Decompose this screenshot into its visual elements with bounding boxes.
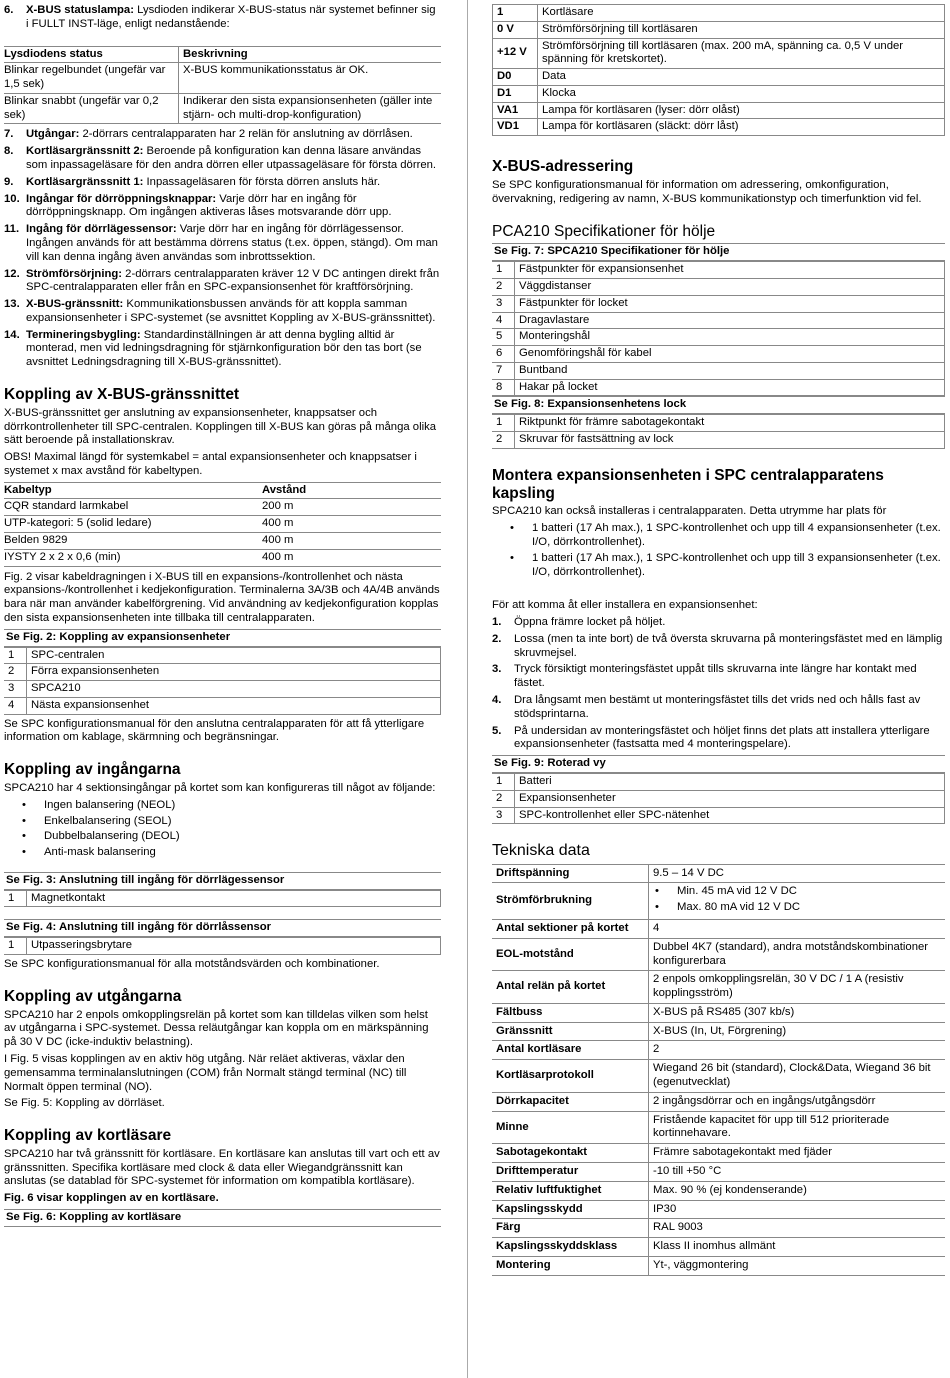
bullet-list	[492, 522, 945, 579]
list-item	[4, 193, 441, 221]
spec-value: X-BUS på RS485 (307 kb/s)	[649, 1003, 946, 1022]
item-text: Kommunikationsbussen används för att koppla samman expansionsenheter i SPC-systemet (se avsnittet Koppling av X-BUS-gränssnittet).	[26, 298, 436, 324]
legend-value: Expansionsenheter	[515, 790, 945, 807]
table-header: Lysdiodens status	[4, 47, 103, 60]
legend-row	[492, 279, 945, 296]
item-number: 2.	[492, 632, 502, 645]
legend-key: 7	[492, 362, 515, 379]
spec-row	[492, 1144, 945, 1163]
item-number: 12.	[4, 267, 20, 280]
numbered-list	[492, 616, 945, 752]
item-text: Standardinställningen är att denna bygling alltid är monterad, men vid ledningsdragning för stjärnkonfiguration bör den tas bort (se avsnittet Ledningsdragning till X-BUS-gränssnittet).	[26, 328, 422, 369]
spec-value: RAL 9003	[649, 1219, 946, 1238]
item-text: På undersidan av monteringsfästet och höljet finns det plats att installera ytterligare expansionsenheter (fastsatta med 4 monteringspelare).	[514, 724, 930, 751]
legend-row	[493, 119, 945, 136]
legend-value: Skruvar för fastsättning av lock	[515, 432, 945, 449]
spec-key: Antal sektioner på kortet	[492, 920, 649, 939]
cable-table	[4, 482, 441, 567]
item-text: Dra långsamt men bestämt ut monteringsfästet tills det vrids ned och hålls fast av stödsprintarna.	[514, 694, 921, 720]
paragraph: Fig. 6 visar kopplingen av en kortläsare.	[4, 1192, 219, 1205]
table-row	[4, 549, 441, 566]
spec-key: Antal kortläsare	[492, 1041, 649, 1060]
spec-key: Kapslingsskydd	[492, 1200, 649, 1219]
spec-row	[492, 1162, 945, 1181]
bullet-item: • Enkelbalansering (SEOL)	[44, 815, 441, 829]
paragraph: För att komma åt eller installera en expansionsenhet:	[492, 599, 758, 612]
spec-row	[492, 938, 945, 971]
list-item	[492, 725, 945, 753]
item-title: Ingång för dörrlägessensor:	[26, 223, 177, 236]
item-number: 5.	[492, 724, 502, 737]
item-body	[26, 268, 441, 296]
section-heading: Koppling av kortläsare	[4, 1127, 172, 1145]
list-item	[492, 694, 945, 722]
spec-row	[492, 971, 945, 1004]
legend-row	[492, 379, 945, 396]
list-item	[4, 145, 441, 173]
table-row	[4, 516, 441, 533]
item-number: 8.	[4, 145, 14, 158]
legend-key: 6	[492, 346, 515, 363]
legend-key: 3	[4, 681, 27, 698]
section-heading: Koppling av X-BUS-gränssnittet	[4, 385, 240, 403]
item-body	[26, 298, 441, 326]
item-text: 2-dörrars centralapparaten kräver 12 V DC antingen direkt från SPC-centralapparaten eller från en SPC-expansionsenhet för kraftförsörjning.	[26, 267, 440, 294]
right-column	[492, 4, 945, 1276]
figure-legend	[492, 414, 945, 449]
table-cell: IYSTY 2 x 2 x 0,6 (min)	[4, 550, 121, 563]
figure-legend	[4, 647, 441, 715]
paragraph: Se Fig. 5: Koppling av dörrläset.	[4, 1097, 165, 1110]
table-cell: 400 m	[262, 550, 294, 563]
column-divider	[467, 0, 468, 1378]
left-column	[4, 4, 441, 1227]
bullet-item: • Max. 80 mA vid 12 V DC	[677, 901, 941, 915]
item-title: X-BUS statuslampa:	[26, 4, 134, 16]
item-text: Beroende på konfiguration kan denna läsare användas som inpassageläsare för den andra dörren eller utpassageläsare för första dörren.	[26, 145, 437, 172]
table-cell: 400 m	[262, 517, 294, 530]
legend-row	[492, 346, 945, 363]
item-text: Lossa (men ta inte bort) de två översta skruvarna på monteringsfästet med en lämplig skruvmejsel.	[514, 632, 943, 659]
paragraph: I Fig. 5 visas kopplingen av en aktiv hög utgång. När reläet aktiveras, växlar den gemensamma terminalanslutningen (COM) från Normalt stängd terminal (NC) till Normalt öppen terminal (NO).	[4, 1052, 407, 1093]
item-text: 2-dörrars centralapparaten har 2 relän för anslutning av dörrlåsen.	[79, 128, 413, 141]
figure-header: Se Fig. 9: Roterad vy	[492, 755, 945, 773]
spec-key: EOL-motstånd	[492, 938, 649, 971]
table-cell: Indikerar den sista expansionsenheten (gäller inte stjärn- och multi-drop-konfiguration)	[179, 93, 442, 124]
figure-header: Se Fig. 4: Anslutning till ingång för dörrlåssensor	[4, 919, 441, 937]
legend-row	[493, 85, 945, 102]
table-header: Kabeltyp	[4, 483, 52, 496]
legend-value: SPC-kontrollenhet eller SPC-nätenhet	[515, 807, 945, 824]
legend-value: Dragavlastare	[515, 312, 945, 329]
spec-row	[492, 864, 945, 883]
section-heading: PCA210 Specifikationer för hölje	[492, 222, 716, 240]
item-title: Ingångar för dörröppningsknappar:	[26, 192, 217, 205]
legend-value: SPCA210	[27, 681, 441, 698]
spec-key: Kapslingsskyddsklass	[492, 1238, 649, 1257]
list-item	[4, 268, 441, 296]
list-item	[4, 298, 441, 326]
spec-value: 4	[649, 920, 946, 939]
item-body	[26, 329, 441, 370]
table-row	[4, 499, 441, 516]
legend-value: Lampa för kortläsaren (släckt: dörr låst)	[538, 119, 945, 136]
spec-key: Gränssnitt	[492, 1022, 649, 1041]
legend-value: Lampa för kortläsaren (lyser: dörr olåst)	[538, 102, 945, 119]
item-number: 1.	[492, 616, 502, 629]
legend-row	[4, 664, 441, 681]
legend-row	[4, 697, 441, 714]
paragraph: SPCA210 har två gränssnitt för kortläsare. En kortläsare kan anslutas till vart och ett av gränssnitten. Specifika kortläsare med clock & data eller Wiegandgränssnitt kan anslutas (se datablad för SPC-systemet för information om kompatibla kortläsare).	[4, 1147, 440, 1188]
item-number: 3.	[492, 663, 502, 676]
legend-value: Klocka	[538, 85, 945, 102]
item-text: Inpassageläsaren för första dörren ansluts här.	[143, 175, 381, 188]
table-cell: 200 m	[262, 500, 294, 513]
figure-header: Se Fig. 3: Anslutning till ingång för dörrlägessensor	[4, 872, 441, 890]
table-cell: X-BUS kommunikationsstatus är OK.	[179, 63, 442, 94]
table-cell: 400 m	[262, 534, 294, 547]
section-heading: X-BUS-adressering	[492, 158, 634, 176]
legend-value: Buntband	[515, 362, 945, 379]
table-cell: Belden 9829	[4, 534, 68, 547]
item-text: Varje dörr har en ingång för dörröppningsknapp. Om ingången aktiveras låses motsvarande dörr upp.	[26, 192, 392, 219]
legend-value: Förra expansionsenheten	[27, 664, 441, 681]
item-title: Termineringsbygling:	[26, 328, 141, 341]
spec-value: Wiegand 26 bit (standard), Clock&Data, Wiegand 36 bit (egenutvecklat)	[649, 1060, 946, 1093]
spec-key: Sabotagekontakt	[492, 1144, 649, 1163]
spec-row	[492, 1219, 945, 1238]
table-cell: CQR standard larmkabel	[4, 500, 129, 513]
table-header: Avstånd	[262, 483, 307, 496]
legend-row	[492, 807, 945, 824]
numbered-list	[4, 128, 441, 370]
legend-key: 3	[492, 807, 515, 824]
legend-row	[492, 312, 945, 329]
table-cell: Blinkar regelbundet (ungefär var 1,5 sek)	[4, 64, 166, 91]
spec-row	[492, 1092, 945, 1111]
bullet-list	[4, 799, 441, 860]
item-text: Lysdioden indikerar X-BUS-status när systemet befinner sig i FULLT INST-läge, enligt nedanstående:	[26, 4, 436, 30]
item-body	[26, 128, 413, 142]
legend-key: 8	[492, 379, 515, 396]
bullet-item: • 1 batteri (17 Ah max.), 1 SPC-kontrollenhet och upp till 4 expansionsenheter (t.ex. I/O, dörrkontrollenhet).	[532, 522, 945, 550]
legend-key: 5	[492, 329, 515, 346]
figure-header: Se Fig. 8: Expansionsenhetens lock	[492, 396, 945, 414]
spec-key: Relativ luftfuktighet	[492, 1181, 649, 1200]
legend-key: 3	[492, 295, 515, 312]
legend-row	[493, 21, 945, 38]
spec-value: Dubbel 4K7 (standard), andra motståndskombinationer konfigurerbara	[649, 938, 946, 971]
figure-legend	[492, 4, 945, 136]
spec-value: 9.5 – 14 V DC	[649, 864, 946, 883]
list-item	[492, 633, 945, 661]
bullet-item: • Dubbelbalansering (DEOL)	[44, 830, 441, 844]
legend-row	[493, 69, 945, 86]
spec-row	[492, 1041, 945, 1060]
item-body	[26, 193, 441, 221]
spec-row	[492, 1003, 945, 1022]
legend-row	[492, 362, 945, 379]
item-text: Öppna främre locket på höljet.	[514, 616, 666, 629]
spec-key: Drifttemperatur	[492, 1162, 649, 1181]
figure-legend	[4, 937, 441, 955]
spec-key: Kortläsarprotokoll	[492, 1060, 649, 1093]
legend-value: Strömförsörjning till kortläsaren	[538, 21, 945, 38]
item-text: Tryck försiktigt monteringsfästet uppåt tills skruvarna inte längre har kontakt med fästet.	[514, 663, 917, 690]
spec-key: Strömförbrukning	[492, 883, 649, 920]
legend-key: 1	[4, 647, 27, 664]
legend-value: Hakar på locket	[515, 379, 945, 396]
item-6	[4, 4, 441, 32]
legend-row	[493, 38, 945, 69]
spec-row	[492, 883, 945, 920]
legend-key: 1	[492, 773, 515, 790]
list-item	[492, 616, 945, 630]
item-body	[26, 176, 380, 190]
legend-value: Magnetkontakt	[27, 890, 441, 907]
item-number: 14.	[4, 328, 20, 341]
figure-header: Se Fig. 6: Koppling av kortläsare	[4, 1209, 441, 1227]
item-body	[26, 223, 441, 264]
legend-key: D1	[493, 85, 538, 102]
item-title: Kortläsargränssnitt 1:	[26, 175, 144, 188]
bullet-list	[653, 885, 941, 915]
list-item	[4, 176, 441, 190]
item-title: Kortläsargränssnitt 2:	[26, 145, 144, 158]
legend-key: 4	[4, 697, 27, 714]
item-title: X-BUS-gränssnitt:	[26, 298, 124, 311]
spec-value: Max. 90 % (ej kondenserande)	[649, 1181, 946, 1200]
item-number: 4.	[492, 694, 502, 707]
legend-value: Genomföringshål för kabel	[515, 346, 945, 363]
section-heading: Montera expansionsenheten i SPC centralapparatens kapsling	[492, 466, 884, 502]
spec-value: Yt-, väggmontering	[649, 1256, 946, 1275]
spec-row	[492, 1238, 945, 1257]
legend-row	[492, 329, 945, 346]
legend-value: SPC-centralen	[27, 647, 441, 664]
spec-row	[492, 1256, 945, 1275]
legend-key: 1	[4, 890, 27, 907]
spec-row	[492, 920, 945, 939]
bullet-item: • Min. 45 mA vid 12 V DC	[677, 885, 941, 899]
spec-value: 2 ingångsdörrar och en ingångs/utgångsdörr	[649, 1092, 946, 1111]
paragraph: SPCA210 kan också installeras i centralapparaten. Detta utrymme har plats för	[492, 505, 887, 518]
item-body	[26, 145, 441, 173]
paragraph: SPCA210 har 2 enpols omkopplingsrelän på kortet som kan tilldelas vilken som helst av utgångarna i SPC-systemet. Dessa reläutgångar kan koppla om en märkspänning på 30 V DC (icke-induktiv belastning).	[4, 1008, 429, 1049]
spec-row	[492, 1111, 945, 1144]
figure-legend	[492, 773, 945, 824]
legend-row	[4, 890, 441, 907]
figure-legend	[492, 261, 945, 396]
legend-key: VD1	[493, 119, 538, 136]
paragraph: Se SPC konfigurationsmanual för alla motståndsvärden och kombinationer.	[4, 958, 380, 971]
legend-value: Utpasseringsbrytare	[27, 938, 441, 955]
legend-key: 1	[492, 262, 515, 279]
legend-row	[493, 102, 945, 119]
legend-row	[4, 647, 441, 664]
spec-value: Fristående kapacitet för upp till 512 prioriterade kortinnehavare.	[649, 1111, 946, 1144]
item-number: 6.	[4, 4, 14, 16]
legend-key: 1	[493, 5, 538, 22]
legend-key: 4	[492, 312, 515, 329]
spec-row	[492, 1060, 945, 1093]
item-number: 7.	[4, 128, 14, 141]
spec-value: Främre sabotagekontakt med fjäder	[649, 1144, 946, 1163]
spec-value	[649, 883, 946, 920]
paragraph: OBS! Maximal längd för systemkabel = antal expansionsenheter och knappsatser i systemet x max avstånd för kabeltypen.	[4, 451, 417, 477]
spec-key: Driftspänning	[492, 864, 649, 883]
legend-key: 2	[492, 432, 515, 449]
legend-key: 2	[492, 279, 515, 296]
spec-value: Klass II inomhus allmänt	[649, 1238, 946, 1257]
item-number: 9.	[4, 175, 14, 188]
item-text: Varje dörr har en ingång för dörrlägessensor. Ingången används för att bestämma dörrens status (t.ex. öppen, stängd). Om man vill kan denna ingång även användas som inbrottssektion.	[26, 223, 438, 263]
legend-key: VA1	[493, 102, 538, 119]
legend-value: Monteringshål	[515, 329, 945, 346]
spec-row	[492, 1022, 945, 1041]
tech-data-table	[492, 864, 945, 1276]
table-cell: UTP-kategori: 5 (solid ledare)	[4, 517, 152, 530]
table-row	[4, 533, 441, 550]
spec-key: Montering	[492, 1256, 649, 1275]
paragraph: Se SPC konfigurationsmanual för den anslutna centralapparaten för att få ytterligare information om kablage, skärmning och begränsningar.	[4, 717, 425, 744]
legend-value: Riktpunkt för främre sabotagekontakt	[515, 415, 945, 432]
section-heading: Koppling av utgångarna	[4, 987, 182, 1005]
legend-key: 2	[492, 790, 515, 807]
legend-row	[492, 295, 945, 312]
paragraph: Fig. 2 visar kabeldragningen i X-BUS till en expansions-/kontrollenhet och nästa expansions-/kontrollenhet i kedjekonfiguration. Terminalerna 3A/3B och 4A/4B används bara när man använder kabelförgrening. Vid användning av kedjekonfiguration kopplas den sista expansionsenheten inte tillbaka till centralapparaten.	[4, 570, 440, 624]
spec-value: 2 enpols omkopplingsrelän, 30 V DC / 1 A (resistiv kopplingsström)	[649, 971, 946, 1004]
legend-row	[492, 432, 945, 449]
legend-value: Fästpunkter för locket	[515, 295, 945, 312]
table-cell: Blinkar snabbt (ungefär var 0,2 sek)	[4, 94, 159, 121]
legend-key: 1	[4, 938, 27, 955]
spec-key: Dörrkapacitet	[492, 1092, 649, 1111]
legend-row	[492, 262, 945, 279]
legend-value: Nästa expansionsenhet	[27, 697, 441, 714]
figure-header: Se Fig. 7: SPCA210 Specifikationer för hölje	[492, 243, 945, 261]
legend-key: D0	[493, 69, 538, 86]
item-title: Utgångar:	[26, 128, 80, 141]
legend-value: Data	[538, 69, 945, 86]
item-number: 11.	[4, 223, 20, 236]
item-title: Strömförsörjning:	[26, 267, 123, 280]
spec-key: Fältbuss	[492, 1003, 649, 1022]
legend-row	[493, 5, 945, 22]
list-item	[4, 223, 441, 264]
legend-value: Väggdistanser	[515, 279, 945, 296]
bullet-item: • 1 batteri (17 Ah max.), 1 SPC-kontrollenhet och upp till 3 expansionsenheter (t.ex. I/O, dörrkontrollenhet).	[532, 552, 945, 580]
bullet-item: • Ingen balansering (NEOL)	[44, 799, 441, 813]
legend-value: Kortläsare	[538, 5, 945, 22]
legend-value: Strömförsörjning till kortläsaren (max. 200 mA, spänning ca. 0,5 V under spänning för kretskortet).	[538, 38, 945, 69]
spec-value: -10 till +50 °C	[649, 1162, 946, 1181]
paragraph: SPCA210 har 4 sektionsingångar på kortet som kan konfigureras till något av följande:	[4, 782, 436, 794]
figure-header: Se Fig. 2: Koppling av expansionsenheter	[4, 629, 441, 647]
paragraph: X-BUS-gränssnittet ger anslutning av expansionsenheter, knappsatser och dörrkontrollenheter till SPC-centralen. Kopplingen till X-BUS kan göras på många olika sätt beroende på installationskrav.	[4, 406, 437, 447]
spec-key: Antal relän på kortet	[492, 971, 649, 1004]
legend-row	[4, 681, 441, 698]
legend-row	[492, 415, 945, 432]
legend-key: 1	[492, 415, 515, 432]
spec-value: 2	[649, 1041, 946, 1060]
legend-row	[492, 790, 945, 807]
item-number: 13.	[4, 298, 20, 311]
spec-key: Minne	[492, 1111, 649, 1144]
led-status-table	[4, 46, 441, 125]
bullet-item: • Anti-mask balansering	[44, 846, 441, 860]
legend-key: 0 V	[493, 21, 538, 38]
section-heading: Koppling av ingångarna	[4, 761, 181, 779]
list-item	[4, 128, 441, 142]
list-item	[492, 663, 945, 691]
paragraph: Se SPC konfigurationsmanual för information om adressering, omkonfiguration, övervakning, redigering av namn, X-BUS kommunikationstyp och timerfunktion vid fel.	[492, 179, 922, 205]
legend-row	[4, 938, 441, 955]
section-heading: Tekniska data	[492, 842, 590, 860]
item-number: 10.	[4, 192, 20, 205]
spec-value: X-BUS (In, Ut, Förgrening)	[649, 1022, 946, 1041]
legend-value: Fästpunkter för expansionsenhet	[515, 262, 945, 279]
spec-key: Färg	[492, 1219, 649, 1238]
figure-legend	[4, 890, 441, 908]
spec-row	[492, 1200, 945, 1219]
legend-row	[492, 773, 945, 790]
spec-row	[492, 1181, 945, 1200]
table-header: Beskrivning	[179, 46, 442, 63]
legend-value: Batteri	[515, 773, 945, 790]
spec-value: IP30	[649, 1200, 946, 1219]
list-item	[4, 329, 441, 370]
legend-key: +12 V	[493, 38, 538, 69]
legend-key: 2	[4, 664, 27, 681]
